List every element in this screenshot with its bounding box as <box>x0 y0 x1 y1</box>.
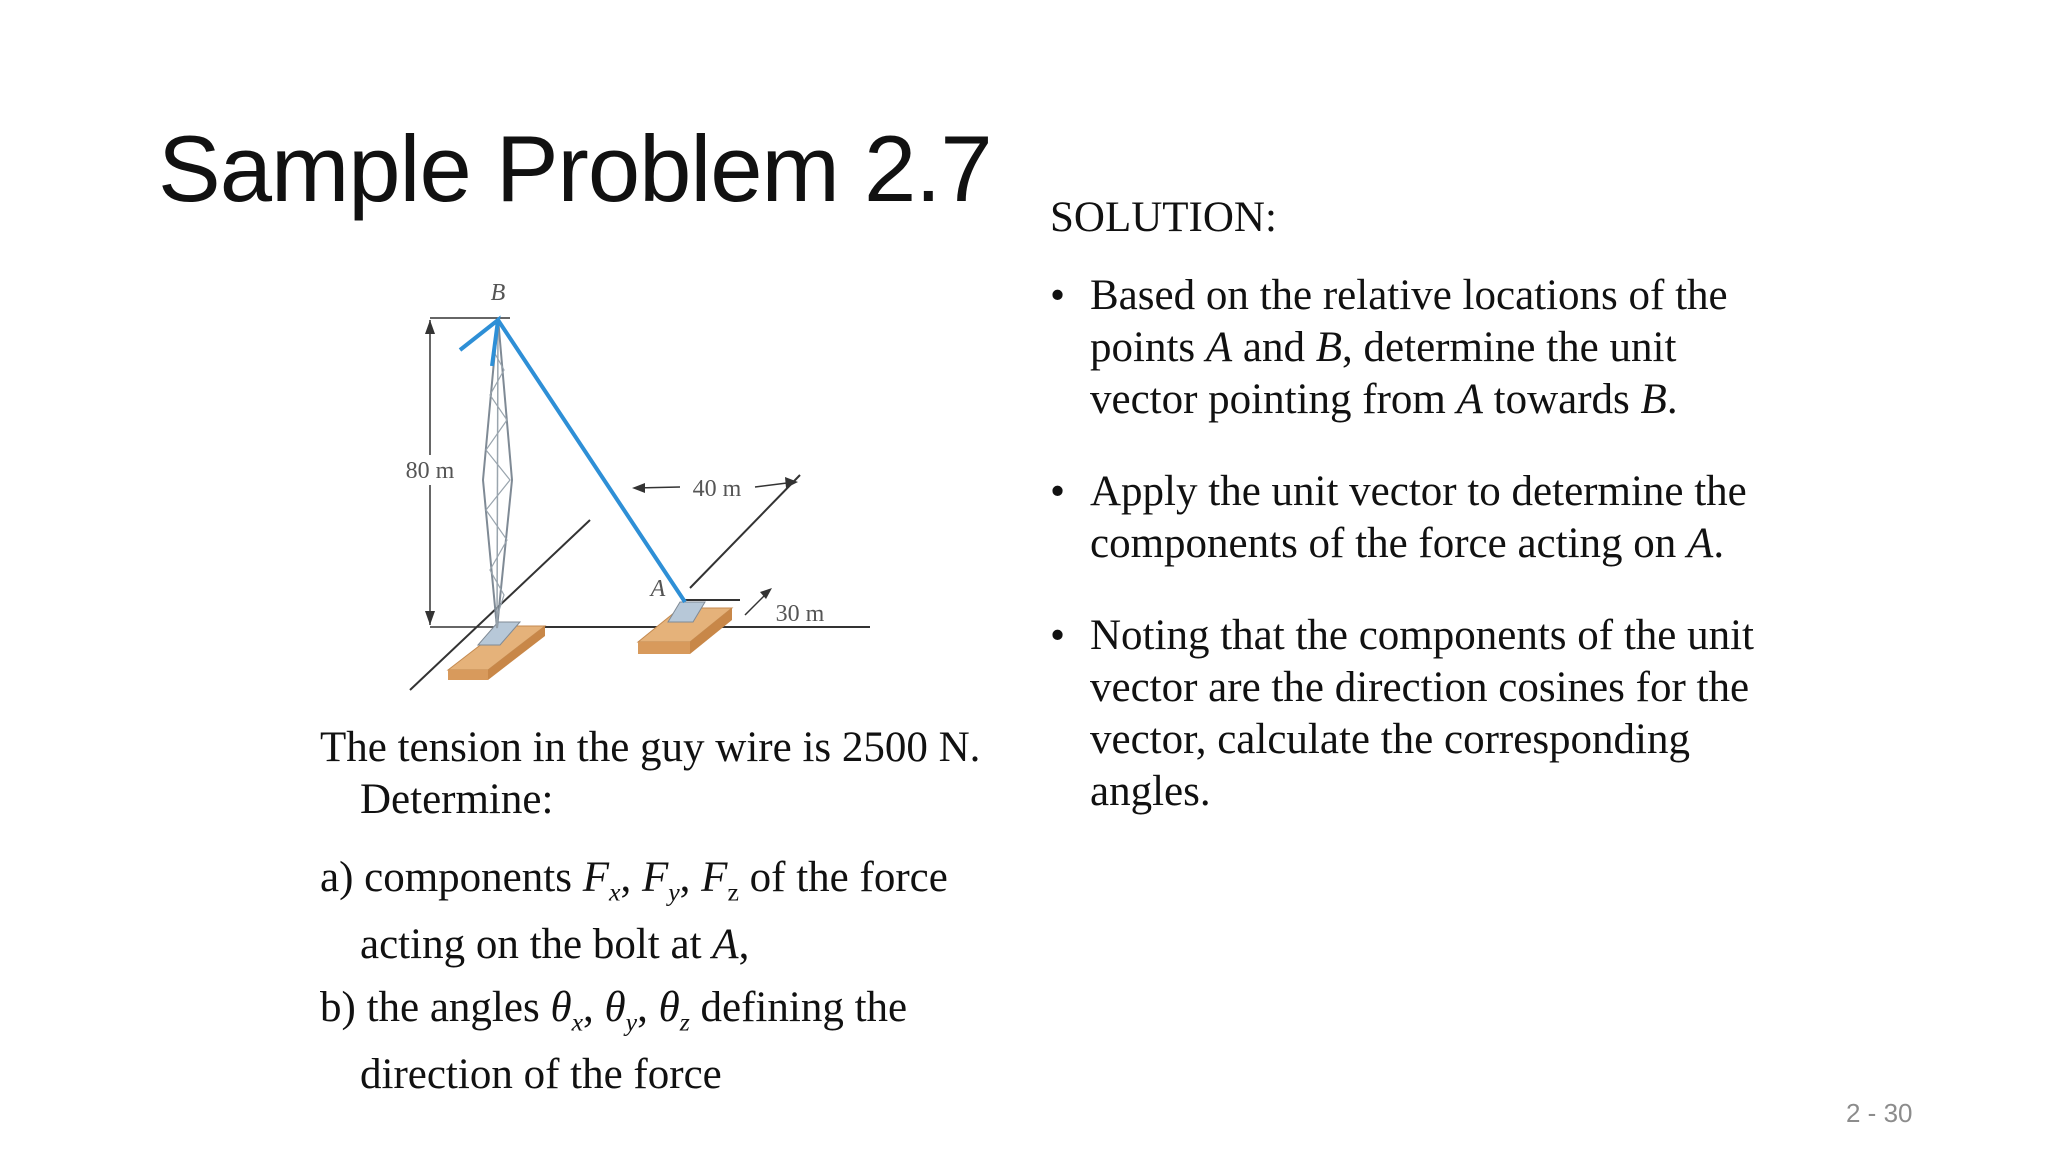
b1-line2b: and <box>1232 324 1316 371</box>
b1-line1: Based on the relative locations of the <box>1090 272 1728 319</box>
guy-wire-arrow <box>460 320 498 366</box>
b1-point-a: A <box>1205 324 1233 371</box>
point-a-label: A <box>650 576 666 602</box>
b1-line3c: . <box>1666 376 1678 423</box>
fx-symbol: F <box>582 854 609 901</box>
height-dim-label: 80 m <box>405 458 455 484</box>
part-b-prefix: b) the angles <box>320 984 551 1031</box>
height-arrow-down <box>425 611 435 625</box>
figure-svg <box>380 270 900 700</box>
part-a-line2-prefix: acting on the bolt at <box>360 920 713 968</box>
theta-z-symbol: θ <box>658 984 680 1031</box>
page-number: 2 - 30 <box>1846 1098 1913 1128</box>
b3-line1: Noting that the components of the unit <box>1090 612 1755 659</box>
tower-center-line <box>497 318 498 628</box>
part-a-line2-suffix: , <box>738 920 750 968</box>
theta-y-symbol: θ <box>604 984 626 1031</box>
comma-1: , <box>620 854 642 901</box>
bullet-2-text <box>1090 466 1890 570</box>
part-b-suffix: defining the <box>689 984 908 1031</box>
fz-symbol: F <box>701 854 728 901</box>
b3-line2: vector are the direction cosines for the <box>1090 664 1750 711</box>
part-a-suffix: of the force <box>738 854 948 901</box>
problem-intro-line1: The tension in the guy wire is 2500 N. <box>320 724 981 771</box>
part-b-text <box>320 982 1040 1101</box>
b3-line3: vector, calculate the corresponding <box>1090 716 1691 763</box>
b1-line3a: vector pointing from <box>1090 376 1457 423</box>
part-b-line2: direction of the force <box>360 1050 722 1098</box>
theta-y-subscript: y <box>625 1007 638 1037</box>
b1-line3-point-b: B <box>1640 376 1667 423</box>
theta-z-subscript: z <box>679 1007 690 1037</box>
x-dim-arrow-left <box>632 483 645 493</box>
b2-point-a: A <box>1687 520 1714 567</box>
theta-x-symbol: θ <box>550 984 572 1031</box>
comma-3: , <box>583 984 605 1031</box>
guy-wire <box>498 320 685 602</box>
problem-statement <box>320 722 1040 826</box>
z-dim-label: 30 m <box>775 601 825 627</box>
bullet-dot-3: • <box>1050 612 1066 659</box>
bullet-1-text <box>1090 270 1890 426</box>
b1-line2c: , determine the unit <box>1342 324 1677 371</box>
fy-symbol: F <box>641 854 669 901</box>
solution-heading: SOLUTION: <box>1050 194 1277 241</box>
comma-2: , <box>679 854 702 901</box>
anchor-base-side <box>638 642 690 654</box>
tower-guy-wire-figure <box>380 270 900 700</box>
height-arrow-up <box>425 320 435 334</box>
part-a-prefix: a) components <box>320 854 583 901</box>
theta-x-subscript: x <box>571 1007 584 1037</box>
fx-subscript: x <box>608 877 621 907</box>
part-a-text <box>320 852 1040 971</box>
problem-intro <box>320 722 1040 826</box>
bullet-dot-2: • <box>1050 468 1066 515</box>
bullet-3-text <box>1090 610 1890 818</box>
b2-line1: Apply the unit vector to determine the <box>1090 468 1747 515</box>
fy-subscript: y <box>668 877 680 907</box>
b3-line4: angles. <box>1090 768 1211 815</box>
b2-line2a: components of the force acting on <box>1090 520 1688 567</box>
tower-base-side <box>448 670 488 680</box>
slide-title: Sample Problem 2.7 <box>158 116 992 221</box>
x-dim-label: 40 m <box>692 476 742 502</box>
problem-intro-line2: Determine: <box>360 776 554 823</box>
fz-subscript: z <box>727 877 739 907</box>
b1-line3b: towards <box>1482 376 1641 423</box>
bullet-dot-1: • <box>1050 272 1066 319</box>
part-a-point: A <box>712 920 739 968</box>
b1-line2a: points <box>1090 324 1206 371</box>
problem-part-b <box>320 982 1040 1101</box>
b1-line3-point-a: A <box>1456 376 1483 423</box>
b1-point-b: B <box>1315 324 1343 371</box>
comma-4: , <box>637 984 659 1031</box>
point-b-label: B <box>490 280 506 306</box>
problem-part-a <box>320 852 1040 971</box>
b2-line2b: . <box>1713 520 1725 567</box>
